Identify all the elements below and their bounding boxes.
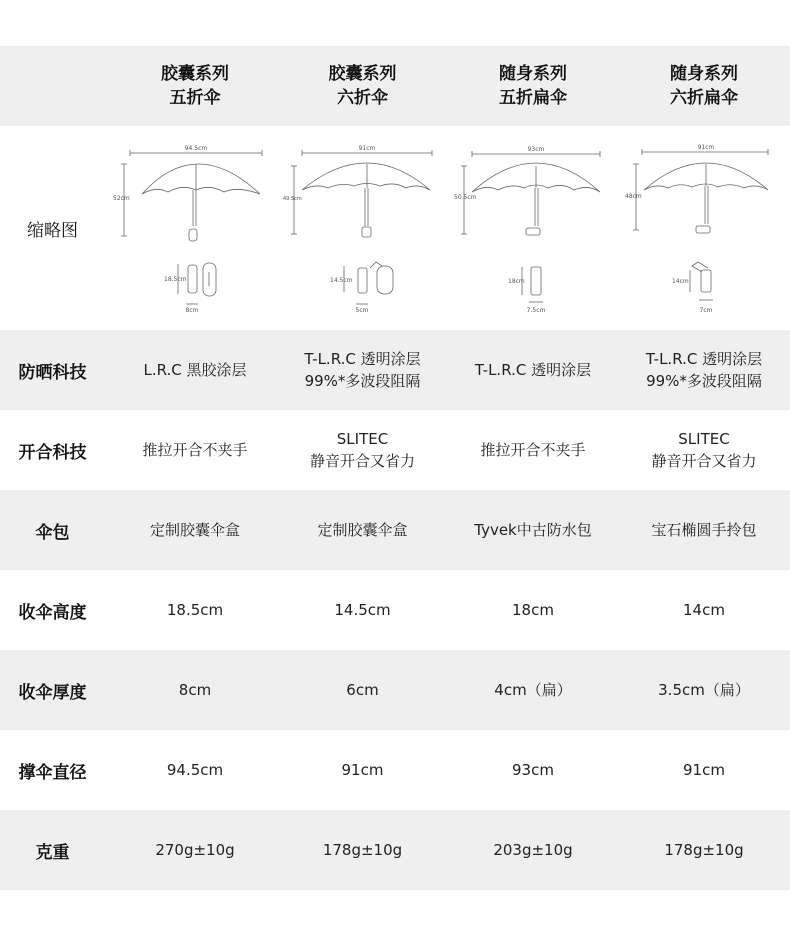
diagram-1-thick: 8cm [185,307,199,314]
cell-text: 203g±10g [493,841,573,859]
header-col-1-line2: 五折伞 [169,88,221,108]
header-col-1-line1: 胶囊系列 [161,64,229,84]
row-open-diameter [0,730,790,810]
row-label: 开合科技 [18,442,87,463]
table-cell [448,570,618,650]
cell-text: 推拉开合不夹手 [142,441,248,459]
cell-text: 178g±10g [322,841,403,859]
diagram-4-width: 91cm [697,144,715,151]
cell-text: 3.5cm（扁） [658,681,750,699]
cell-text: 270g±10g [155,841,235,859]
header-col-2 [280,46,445,126]
cell-text: 定制胶囊伞盒 [317,521,408,539]
header-col-2-line2: 六折伞 [337,88,388,108]
table-cell [280,650,445,730]
cell-text: 定制胶囊伞盒 [149,521,240,539]
table-cell [618,410,790,490]
table-cell [280,410,445,490]
cell-text: 91cm [341,761,384,779]
header-col-4 [618,46,790,126]
cell-text: 6cm [346,681,379,699]
cell-text: T-L.R.C 透明涂层 [474,361,592,379]
cell-text: 91cm [683,761,725,779]
cell-text: 推拉开合不夹手 [480,441,586,459]
header-col-2-line1: 胶囊系列 [328,64,397,84]
cell-text: 8cm [178,681,212,699]
table-cell [110,730,280,810]
table-cell [448,650,618,730]
diagram-3-folded: 18cm [508,278,525,285]
table-cell [110,490,280,570]
row-label: 撑伞直径 [18,762,87,783]
table-cell [280,570,445,650]
row-folded-thickness [0,650,790,730]
row-sun-protection [0,330,790,410]
row-open-close [0,410,790,490]
row-label: 收伞厚度 [18,682,87,703]
table-cell [280,730,445,810]
umbrella-diagram-3 [452,126,617,330]
umbrella-diagram-4 [622,126,788,330]
cell-text: 18.5cm [166,601,224,619]
cell-text: L.R.C 黑胶涂层 [143,361,247,379]
cell-text: T-L.R.C 透明涂层 [304,350,421,368]
row-label: 防晒科技 [18,362,87,383]
cell-text: 178g±10g [664,841,744,859]
table-cell [618,570,790,650]
header-col-3 [448,46,618,126]
thumbnail-row [0,126,790,330]
umbrella-diagram-1 [112,126,277,330]
cell-text: 93cm [512,761,554,779]
diagram-3-thick: 7.5cm [526,307,546,314]
table-cell [110,570,280,650]
diagram-1-height: 52cm [113,195,130,202]
table-cell [618,330,790,410]
table-cell [280,810,445,890]
header-col-1 [110,46,280,126]
row-label: 伞包 [35,522,70,543]
cell-text: 静音开合又省力 [651,452,757,470]
diagram-1-width: 94.5cm [184,145,208,152]
diagram-4-thick: 7cm [699,307,713,314]
cell-text: 94.5cm [166,761,224,779]
cell-text: 14.5cm [334,601,391,619]
table-cell [448,490,618,570]
table-cell [448,730,618,810]
table-cell [448,330,618,410]
table-cell [448,410,618,490]
table-cell [618,730,790,810]
table-cell [110,330,280,410]
row-bag [0,490,790,570]
cell-text: 14cm [683,601,725,619]
cell-text: T-L.R.C 透明涂层 [645,350,763,368]
header-col-3-line2: 五折扁伞 [499,88,567,108]
header-row [0,46,790,126]
cell-text: 99%*多波段阻隔 [304,372,421,390]
cell-text: 99%*多波段阻隔 [646,372,762,390]
cell-text: Tyvek中古防水包 [474,521,592,539]
diagram-3-width: 93cm [527,146,545,153]
cell-text: 静音开合又省力 [309,452,415,470]
row-folded-height [0,570,790,650]
diagram-2-folded: 14.5cm [330,277,353,284]
cell-text: SLITEC [336,430,389,448]
thumbnail-label: 缩略图 [27,220,78,241]
table-cell [280,330,445,410]
diagram-4-height: 48cm [625,193,642,200]
table-cell [618,810,790,890]
row-weight [0,810,790,890]
umbrella-diagram-2 [282,126,445,330]
table-cell [110,650,280,730]
diagram-2-height: 49.5cm [283,196,302,202]
cell-text: 4cm（扁） [494,681,572,699]
header-col-3-line1: 随身系列 [499,64,567,84]
table-cell [448,810,618,890]
table-cell [618,650,790,730]
header-col-4-line2: 六折扁伞 [670,88,738,108]
cell-text: 宝石椭圆手拎包 [651,521,757,539]
cell-text: 18cm [512,601,554,619]
diagram-2-width: 91cm [358,145,376,152]
diagram-1-folded: 18.5cm [164,276,187,283]
diagram-3-height: 50.5cm [454,194,477,201]
header-col-4-line1: 随身系列 [670,64,738,84]
table-cell [618,490,790,570]
table-cell [110,810,280,890]
table-cell [110,410,280,490]
row-label: 收伞高度 [18,602,87,623]
cell-text: SLITEC [678,430,730,448]
diagram-4-folded: 14cm [672,278,689,285]
table-cell [280,490,445,570]
diagram-2-thick: 5cm [355,307,369,314]
row-label: 克重 [35,842,70,863]
